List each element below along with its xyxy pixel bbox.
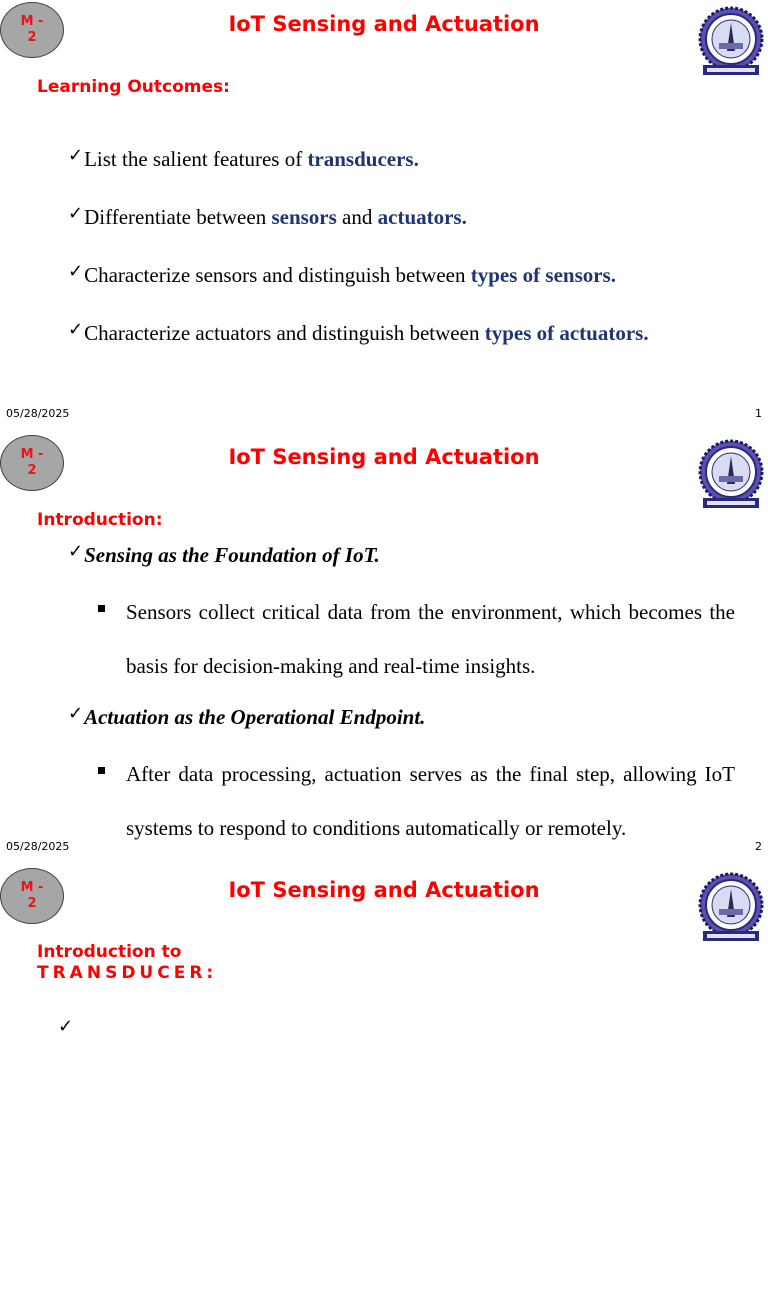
- outcome-keyword: types of sensors.: [470, 263, 616, 287]
- outcome-item: [68, 263, 616, 288]
- check-icon: ✓: [68, 703, 84, 724]
- outcome-text: List the salient features of: [84, 147, 308, 171]
- badge-line-2: 2: [27, 30, 37, 45]
- subpoint: [68, 705, 425, 730]
- bullet-square-icon: [98, 605, 105, 612]
- outcome-keyword: sensors: [271, 205, 337, 229]
- institution-seal-icon: [697, 5, 765, 79]
- subpoint: [68, 543, 380, 568]
- slide-2: [0, 433, 768, 866]
- slide-date: 05/28/2025: [6, 840, 70, 853]
- check-icon: ✓: [68, 319, 84, 340]
- bullet-text: Sensors collect critical data from the environment, which becomes the basis for decision-making and real-time insights.: [126, 600, 735, 678]
- check-icon: ✓: [68, 541, 84, 562]
- badge-line-2: 2: [27, 463, 37, 478]
- institution-seal-icon: [697, 438, 765, 512]
- badge-line-1: M -: [20, 447, 44, 462]
- subpoint-text: Actuation as the Operational Endpoint.: [84, 705, 426, 729]
- check-icon: ✓: [58, 1016, 74, 1037]
- bullet-text: After data processing, actuation serves as the final step, allowing IoT systems to respond to conditions automatically or remotely.: [126, 762, 735, 840]
- slide-title: IoT Sensing and Actuation: [228, 878, 540, 902]
- badge-line-1: M -: [20, 14, 44, 29]
- institution-seal-icon: [697, 871, 765, 945]
- slide-3: [0, 866, 768, 1299]
- section-heading-line-1: Introduction to: [37, 942, 182, 962]
- outcome-text: Differentiate between: [84, 205, 272, 229]
- section-heading: Introduction:: [37, 510, 163, 530]
- bullet-square-icon: [98, 767, 105, 774]
- section-heading: Learning Outcomes:: [37, 77, 230, 97]
- badge-line-2: 2: [27, 896, 37, 911]
- check-icon: ✓: [68, 261, 84, 282]
- outcome-keyword: actuators.: [377, 205, 467, 229]
- outcome-item: [68, 321, 649, 346]
- outcome-text-mid: and: [336, 205, 378, 229]
- subpoint-text: Sensing as the Foundation of IoT.: [84, 543, 380, 567]
- badge-line-1: M -: [20, 880, 44, 895]
- outcome-text: Characterize actuators and distinguish between: [84, 321, 485, 345]
- outcome-text: Characterize sensors and distinguish between: [84, 263, 471, 287]
- check-icon: ✓: [68, 145, 84, 166]
- outcome-keyword: types of actuators.: [484, 321, 649, 345]
- slide-number: 1: [755, 407, 762, 420]
- slide-title: IoT Sensing and Actuation: [228, 12, 540, 36]
- check-icon: ✓: [68, 203, 84, 224]
- outcome-item: [68, 205, 467, 230]
- section-heading: [37, 942, 217, 984]
- slide-date: 05/28/2025: [6, 407, 70, 420]
- slide-title: IoT Sensing and Actuation: [228, 445, 540, 469]
- section-heading-line-2: TRANSDUCER:: [37, 963, 218, 983]
- outcome-item: [68, 147, 419, 172]
- slide-1: [0, 0, 768, 433]
- outcome-keyword: transducers.: [307, 147, 419, 171]
- slide-number: 2: [755, 840, 762, 853]
